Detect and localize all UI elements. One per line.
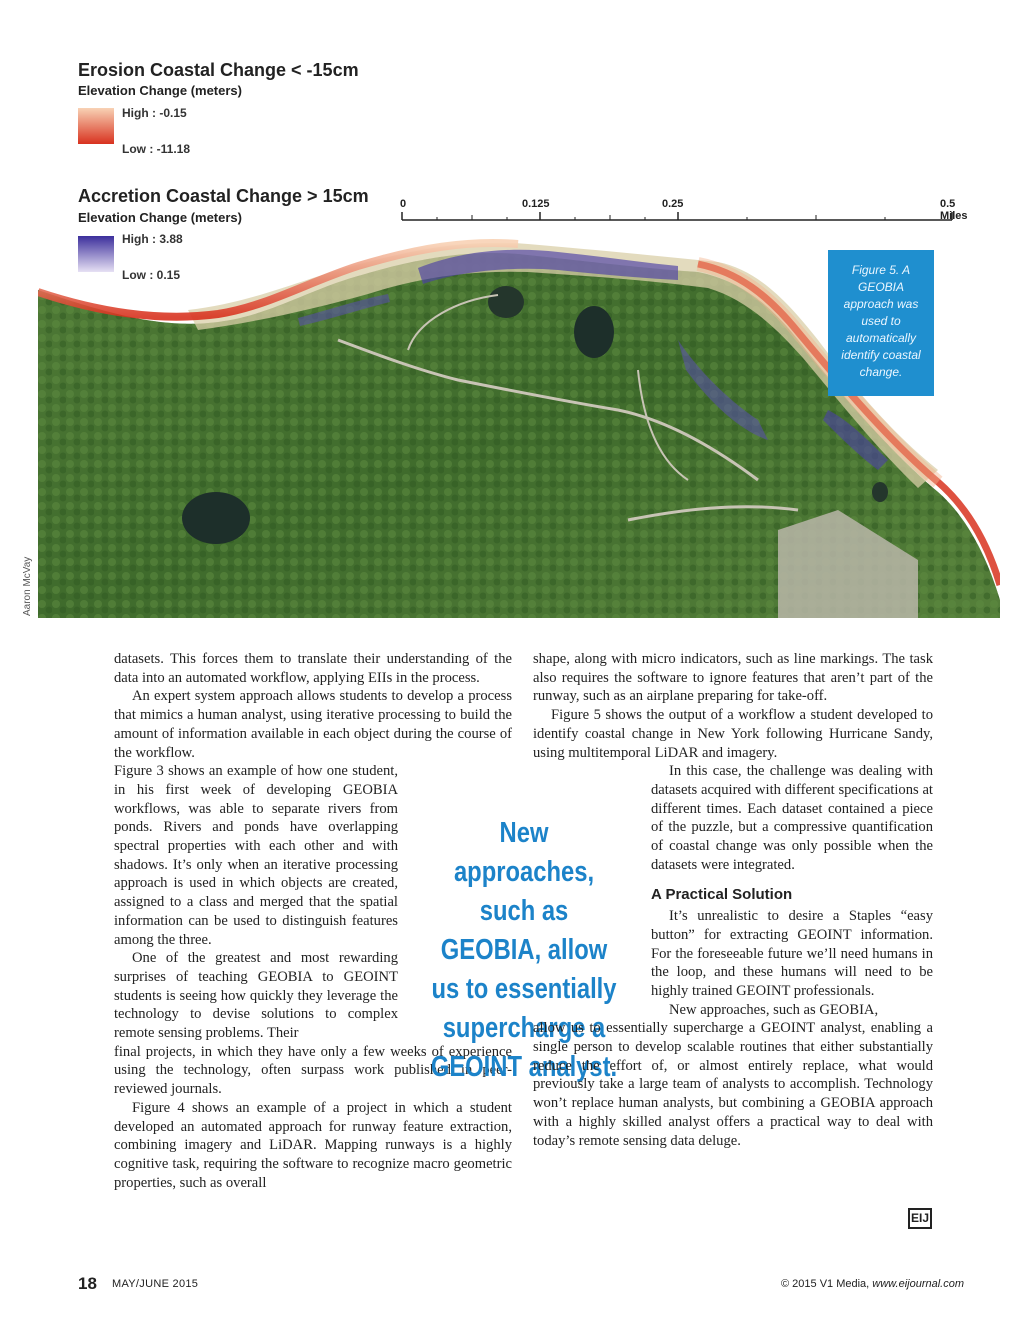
accretion-low-value: Low : 0.15 — [122, 268, 181, 282]
paragraph: final projects, in which they have only a few weeks of experience using the technology, often surpass work published in peer-reviewed journals. — [114, 1043, 512, 1098]
issue-date: MAY/JUNE 2015 — [112, 1278, 199, 1290]
scale-label-0125: 0.125 — [522, 198, 550, 210]
pull-quote: New approaches, such as GEOBIA, allow us to essentially supercharge a GEOINT analyst. — [430, 817, 618, 1083]
accretion-color-ramp — [78, 236, 114, 272]
copyright-notice — [781, 1278, 964, 1290]
paragraph: New approaches, such as GEOBIA, — [669, 1001, 879, 1018]
paragraph: allow us to essentially supercharge a GEOINT analyst, enabling a single person to develop scalable routines that either substantially reduce the effort of, or almost entirely replace, what would previously take a large team of analysts to accomplish. Technology won’t replace human analysts, but combining a GEOBIA approach with a highly skilled analyst offers a practical way to deal with today’s remote sensing data deluge. — [533, 1020, 933, 1149]
copyright-text: © 2015 V1 Media, — [781, 1278, 870, 1290]
erosion-legend-title: Erosion Coastal Change < -15cm — [78, 60, 359, 80]
paragraph: One of the greatest and most rewarding surprises of teaching GEOBIA to GEOINT students is seeing how quickly they leverage the technology to devise solutions to complex remote sensing problems. Their — [114, 950, 398, 1042]
erosion-low-value: Low : -11.18 — [122, 142, 191, 156]
paragraph: In this case, the challenge was dealing with datasets acquired with different specifications at different times. Each dataset contained a piece of the puzzle, but a compressive quantification of coastal change was only possible when the datasets were integrated. — [651, 763, 933, 873]
paragraph: datasets. This forces them to translate their understanding of the data into an automated workflow, applying EIIs in the process. — [114, 651, 512, 686]
scale-label-0: 0 — [400, 198, 407, 210]
scale-label-05-miles: 0.5 Miles — [940, 198, 968, 222]
figure-caption: Figure 5. A GEOBIA approach was used to automatically identify coastal change. — [828, 250, 934, 396]
erosion-high-value: High : -0.15 — [122, 106, 187, 120]
scale-bar-ticks — [400, 198, 960, 228]
section-heading: A Practical Solution — [651, 886, 793, 904]
paragraph: Figure 5 shows the output of a workflow a student developed to identify coastal change in New York following Hurricane Sandy, using multitemporal LiDAR and imagery. — [533, 707, 933, 761]
page-number: 18 — [78, 1274, 97, 1293]
paragraph: An expert system approach allows students to develop a process that mimics a human analyst, using iterative processing to build the amount of information available in each object during the course of the workflow. — [114, 688, 512, 761]
end-of-article-logo: EIJ — [908, 1208, 932, 1229]
accretion-legend-subtitle: Elevation Change (meters) — [78, 210, 242, 225]
photo-credit: Aaron McVay — [22, 556, 33, 616]
paragraph: Figure 3 shows an example of how one student, in his first week of developing GEOBIA workflows, was able to separate rivers from ponds. Rivers and ponds have overlapping spectral properties with each other and with shadows. It’s only when an iterative processing approach is used in which objects are created, assigned to a class and merged that the spatial information can be used to distinguish features among the three. — [114, 763, 398, 948]
paragraph: Figure 4 shows an example of a project in which a student developed an automated approach for runway feature extraction, combining imagery and LiDAR. Mapping runways is a highly cognitive task, requiring the software to recognize macro geometric properties, such as overall — [114, 1099, 512, 1191]
erosion-legend-subtitle: Elevation Change (meters) — [78, 83, 242, 98]
erosion-color-ramp — [78, 108, 114, 144]
paragraph: It’s unrealistic to desire a Staples “easy button” for extracting GEOINT information. For the foreseeable future we’ll need humans in the loop, and these humans will need to be highly trained GEOINT professionals. — [651, 908, 933, 999]
website-link[interactable]: www.eijournal.com — [872, 1278, 964, 1290]
accretion-high-value: High : 3.88 — [122, 232, 183, 246]
scale-label-025: 0.25 — [662, 198, 684, 210]
inset-text-block — [651, 762, 933, 1019]
map-scale-bar — [400, 198, 968, 228]
article-column-right — [533, 650, 933, 1150]
page-footer — [78, 1274, 964, 1294]
paragraph: shape, along with micro indicators, such as line markings. The task also requires the software to ignore features that aren’t part of the runway, such as an airplane preparing for take-off. — [533, 651, 933, 705]
accretion-legend-title: Accretion Coastal Change > 15cm — [78, 186, 369, 206]
coastal-change-map-figure — [38, 40, 1000, 618]
